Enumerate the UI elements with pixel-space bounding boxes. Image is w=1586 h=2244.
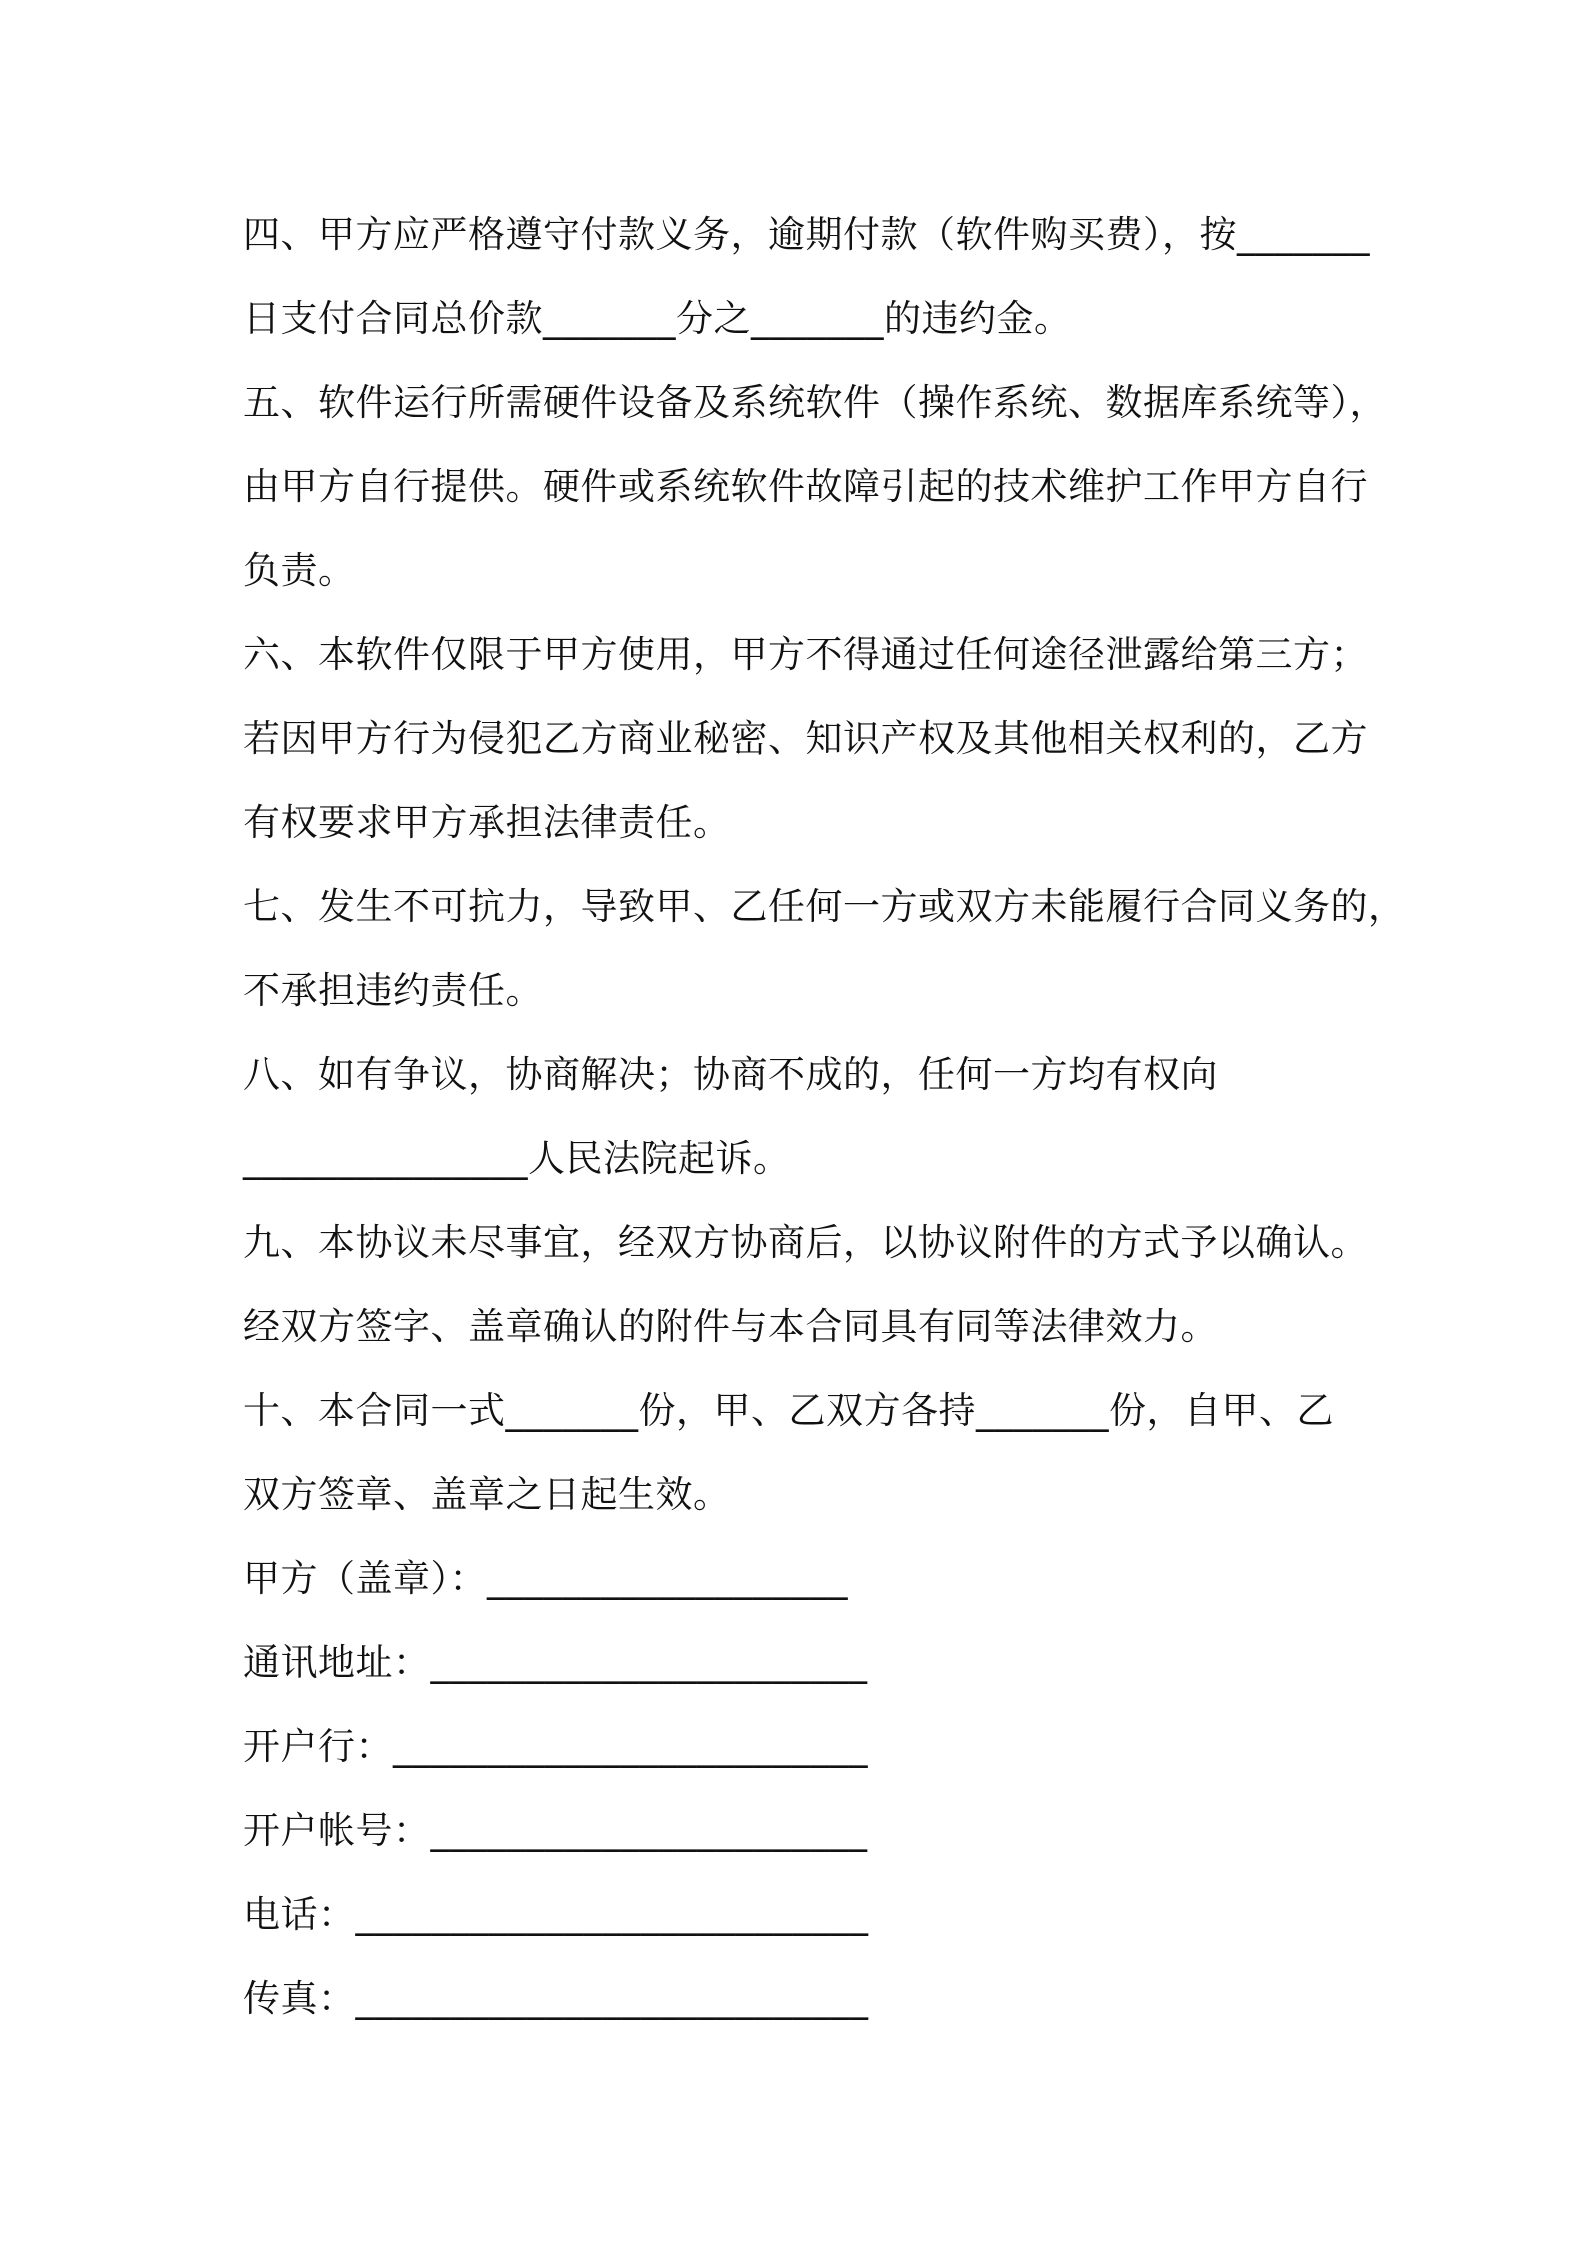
clause-5-line-3: 负责。 — [243, 549, 356, 592]
clause-7-line-2: 不承担违约责任。 — [243, 969, 543, 1012]
clause-5-line-2: 由甲方自行提供。硬件或系统软件故障引起的技术维护工作甲方自行 — [243, 465, 1368, 508]
clause-10-line-2: 双方签章、盖章之日起生效。 — [243, 1473, 731, 1516]
clause-8-line-2: _______________人民法院起诉。 — [243, 1137, 791, 1180]
clause-5-line-1: 五、软件运行所需硬件设备及系统软件（操作系统、数据库系统等）， — [243, 381, 1387, 424]
clause-7-line-1: 七、发生不可抗力，导致甲、乙任何一方或双方未能履行合同义务的， — [243, 885, 1406, 928]
clause-10-line-1: 十、本合同一式_______份，甲、乙双方各持_______份，自甲、乙 — [243, 1389, 1334, 1432]
address-field: 通讯地址：_______________________ — [243, 1641, 868, 1684]
clause-6-line-2: 若因甲方行为侵犯乙方商业秘密、知识产权及其他相关权利的，乙方 — [243, 717, 1368, 760]
clause-9-line-2: 经双方签字、盖章确认的附件与本合同具有同等法律效力。 — [243, 1305, 1218, 1348]
party-a-seal-field: 甲方（盖章）：___________________ — [243, 1557, 848, 1600]
phone-field: 电话：___________________________ — [243, 1893, 869, 1936]
fax-field: 传真：___________________________ — [243, 1977, 869, 2020]
clause-8-line-1: 八、如有争议，协商解决；协商不成的，任何一方均有权向 — [243, 1053, 1218, 1096]
bank-field: 开户行：_________________________ — [243, 1725, 868, 1768]
clause-4-line-1: 四、甲方应严格遵守付款义务，逾期付款（软件购买费），按_______ — [243, 213, 1370, 256]
clause-4-line-2: 日支付合同总价款_______分之_______的违约金。 — [243, 297, 1072, 340]
contract-body — [243, 193, 1406, 2041]
clause-6-line-1: 六、本软件仅限于甲方使用，甲方不得通过任何途径泄露给第三方； — [243, 633, 1368, 676]
account-number-field: 开户帐号：_______________________ — [243, 1809, 868, 1852]
clause-6-line-3: 有权要求甲方承担法律责任。 — [243, 801, 731, 844]
clause-9-line-1: 九、本协议未尽事宜，经双方协商后，以协议附件的方式予以确认。 — [243, 1221, 1368, 1264]
